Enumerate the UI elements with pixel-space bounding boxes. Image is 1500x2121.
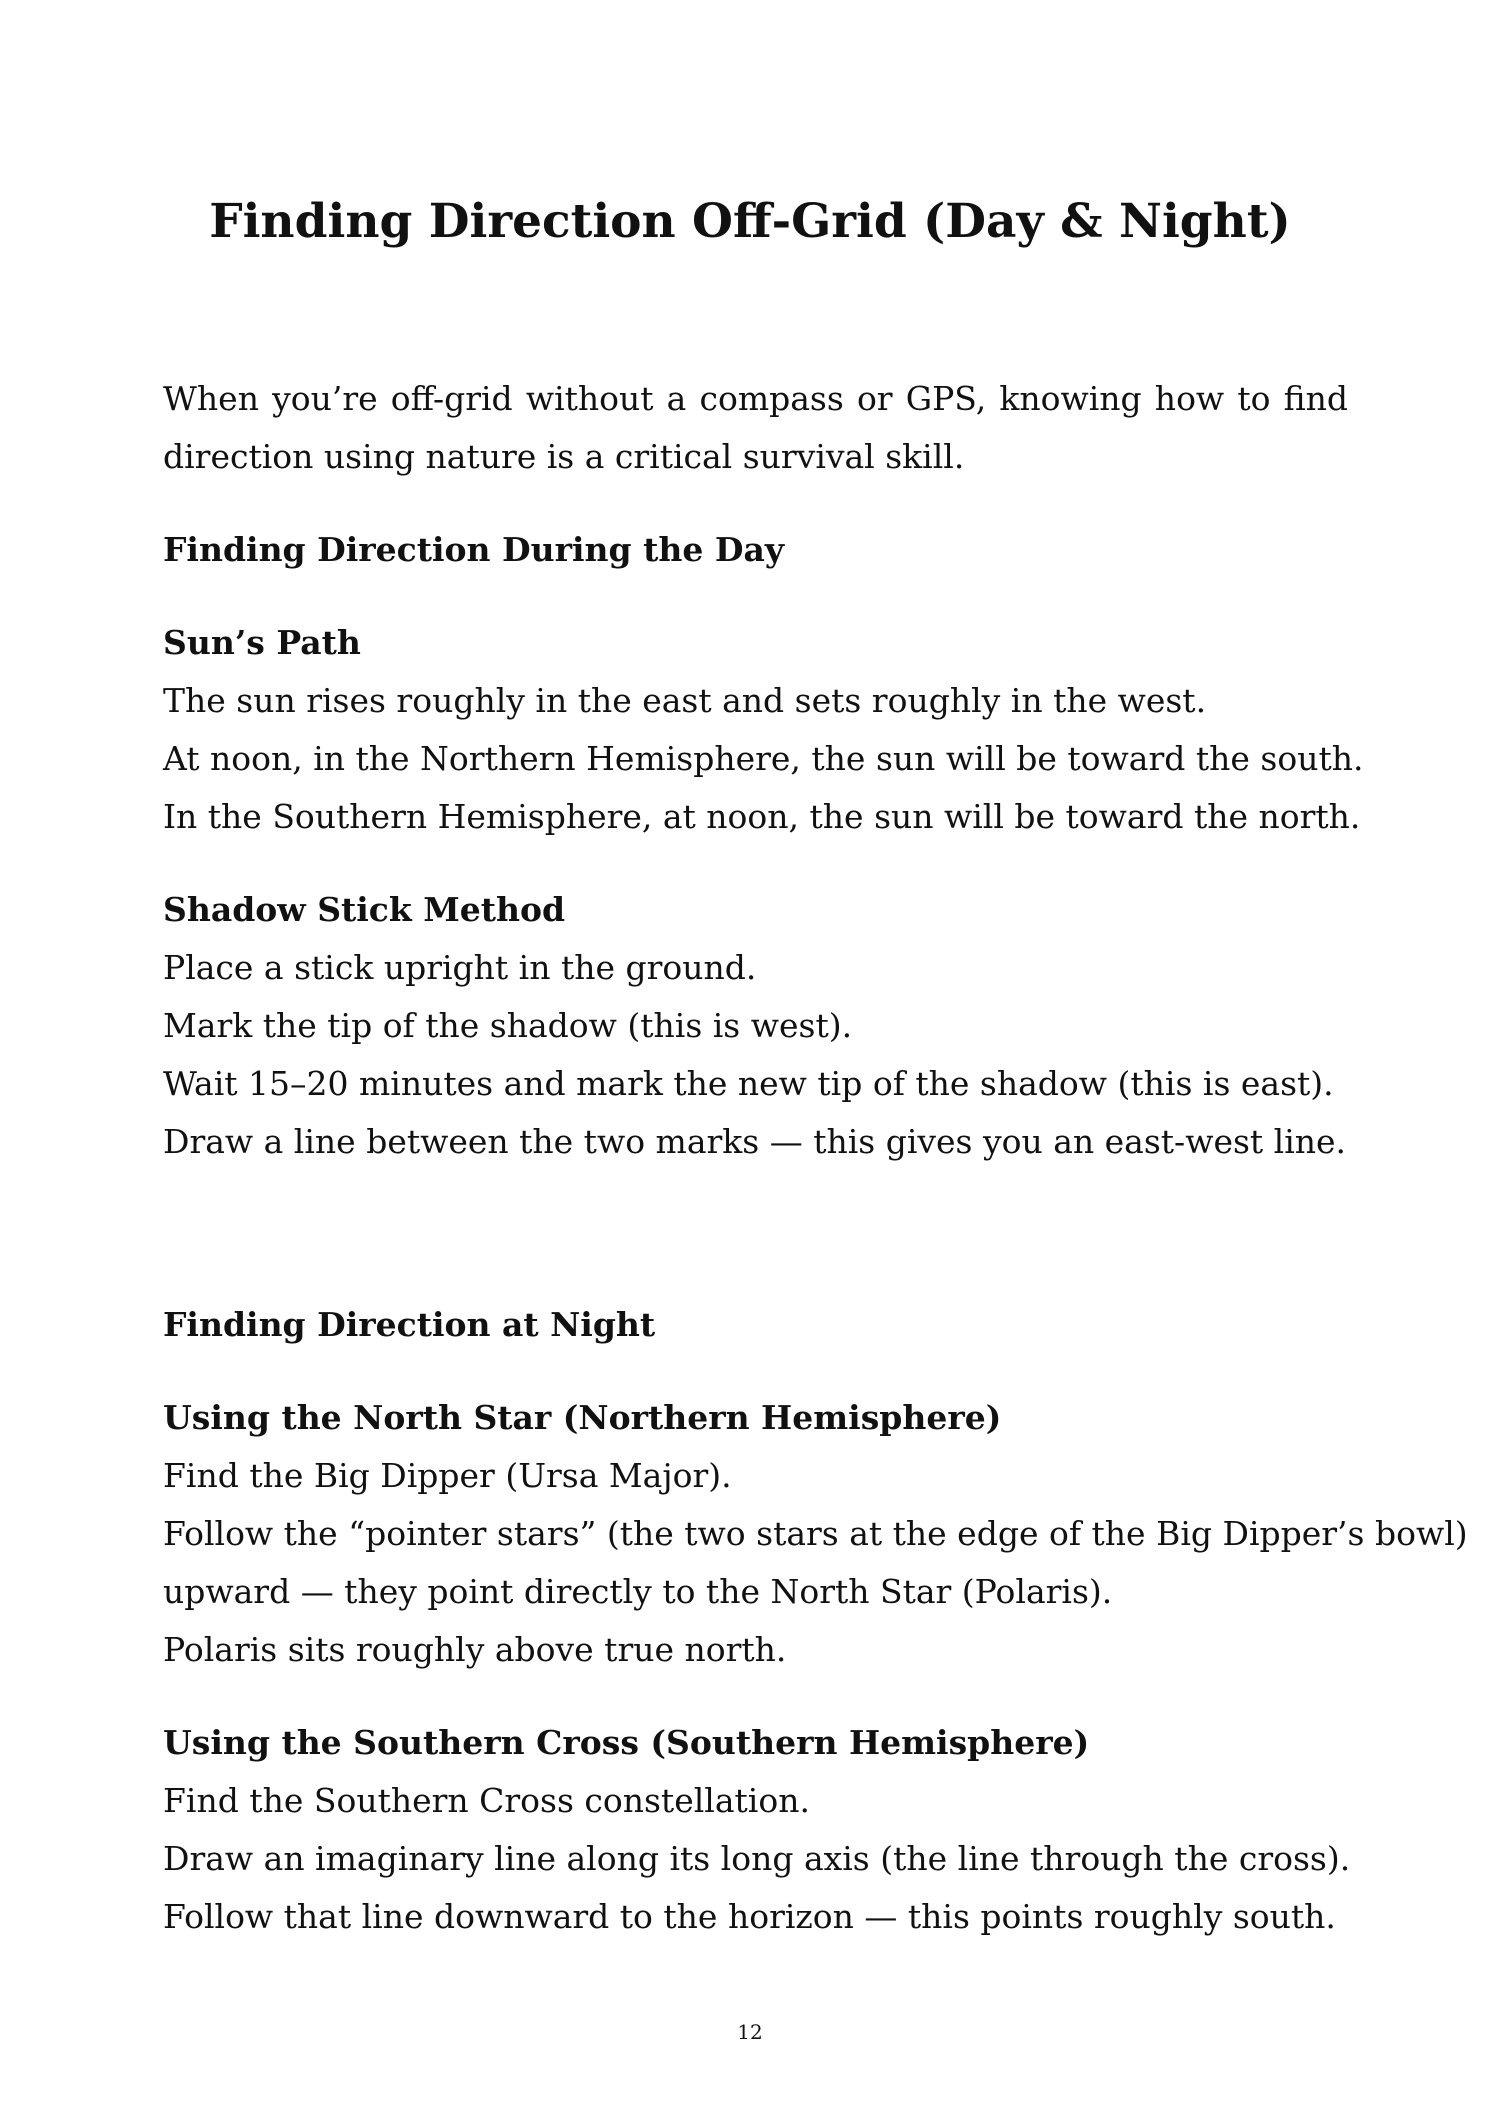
southern-cross-line-2: Draw an imaginary line along its long axis (the line through the cross). bbox=[163, 1839, 1351, 1878]
suns-path-heading: Sun’s Path bbox=[163, 623, 361, 662]
night-section-heading: Finding Direction at Night bbox=[163, 1305, 656, 1344]
north-star-line-3: upward — they point directly to the North Star (Polaris). bbox=[163, 1572, 1113, 1611]
page-content bbox=[163, 370, 1468, 1946]
shadow-stick-line-4: Draw a line between the two marks — this gives you an east-west line. bbox=[163, 1122, 1347, 1161]
north-star-line-1: Find the Big Dipper (Ursa Major). bbox=[163, 1456, 732, 1495]
southern-cross-line-1: Find the Southern Cross constellation. bbox=[163, 1781, 810, 1820]
north-star-line-2: Follow the “pointer stars” (the two stars at the edge of the Big Dipper’s bowl) bbox=[163, 1514, 1468, 1553]
page-number: 12 bbox=[737, 2020, 763, 2044]
shadow-stick-line-1: Place a stick upright in the ground. bbox=[163, 948, 757, 987]
shadow-stick-line-2: Mark the tip of the shadow (this is west). bbox=[163, 1006, 853, 1045]
north-star-line-4: Polaris sits roughly above true north. bbox=[163, 1630, 787, 1669]
page-title: Finding Direction Off-Grid (Day & Night) bbox=[209, 194, 1291, 249]
southern-cross-heading: Using the Southern Cross (Southern Hemisphere) bbox=[163, 1723, 1090, 1762]
day-section-heading: Finding Direction During the Day bbox=[163, 530, 785, 569]
suns-path-line-3: In the Southern Hemisphere, at noon, the sun will be toward the north. bbox=[163, 797, 1361, 836]
intro-paragraph: When you’re off-grid without a compass or GPS, knowing how to find direction using nature is a critical survival skill. bbox=[163, 379, 1348, 476]
shadow-stick-line-3: Wait 15–20 minutes and mark the new tip of the shadow (this is east). bbox=[163, 1064, 1334, 1103]
shadow-stick-heading: Shadow Stick Method bbox=[163, 890, 566, 929]
suns-path-line-1: The sun rises roughly in the east and sets roughly in the west. bbox=[163, 681, 1207, 720]
north-star-heading: Using the North Star (Northern Hemisphere) bbox=[163, 1398, 1002, 1437]
suns-path-line-2: At noon, in the Northern Hemisphere, the sun will be toward the south. bbox=[163, 739, 1364, 778]
southern-cross-line-3: Follow that line downward to the horizon — this points roughly south. bbox=[163, 1897, 1336, 1936]
